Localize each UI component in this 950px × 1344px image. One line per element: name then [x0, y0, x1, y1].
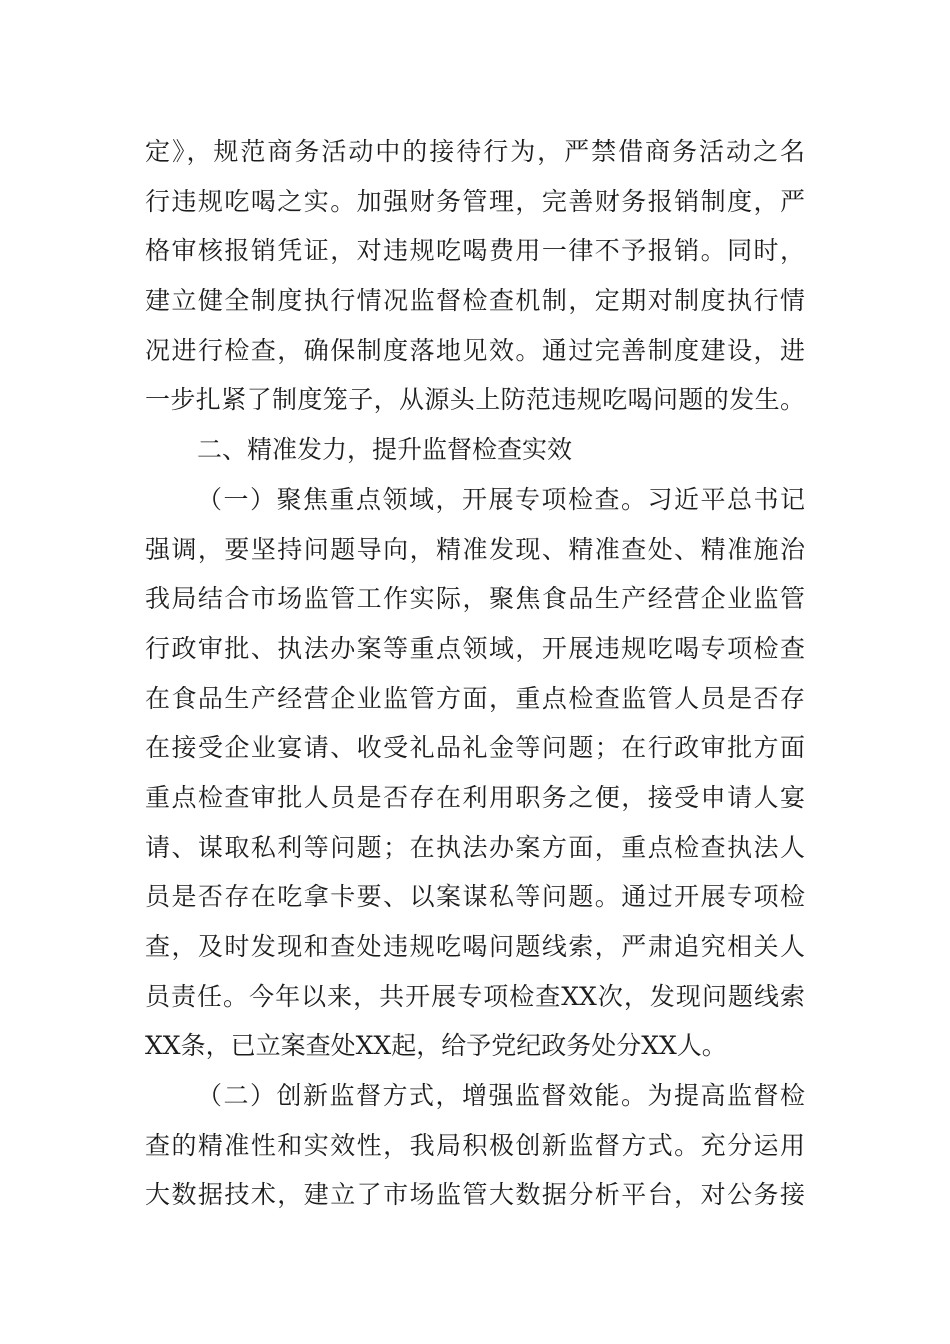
text-line: 在接受企业宴请、收受礼品礼金等问题；在行政审批方面	[145, 733, 805, 763]
text-line: 大数据技术，建立了市场监管大数据分析平台，对公务接	[145, 1180, 805, 1210]
text-line: 格审核报销凭证，对违规吃喝费用一律不予报销。同时，	[145, 236, 805, 266]
text-line: 查的精准性和实效性，我局积极创新监督方式。充分运用	[145, 1130, 805, 1160]
text-line: XX条，已立案查处XX起，给予党纪政务处分XX人。	[145, 1031, 727, 1061]
body-text	[145, 127, 805, 1220]
text-line: 建立健全制度执行情况监督检查机制，定期对制度执行情	[145, 286, 805, 316]
text-line: 员责任。今年以来，共开展专项检查XX次，发现问题线索	[145, 981, 805, 1011]
subsection-heading-line: （一）聚焦重点领域，开展专项检查。习近平总书记	[197, 484, 805, 514]
text-line: 重点检查审批人员是否存在利用职务之便，接受申请人宴	[145, 782, 805, 812]
text-line: 一步扎紧了制度笼子，从源头上防范违规吃喝问题的发生。	[145, 385, 805, 415]
text-line: 我局结合市场监管工作实际，聚焦食品生产经营企业监管	[145, 584, 805, 614]
text-line: 请、谋取私利等问题；在执法办案方面，重点检查执法人	[145, 832, 805, 862]
text-line: 在食品生产经营企业监管方面，重点检查监管人员是否存	[145, 683, 805, 713]
subsection-heading-line: （二）创新监督方式，增强监督效能。为提高监督检	[197, 1081, 805, 1111]
text-line: 行违规吃喝之实。加强财务管理，完善财务报销制度，严	[145, 186, 805, 216]
text-line: 定》，规范商务活动中的接待行为，严禁借商务活动之名	[145, 137, 805, 166]
text-line: 强调，要坚持问题导向，精准发现、精准查处、精准施治	[145, 534, 805, 564]
text-line: 查，及时发现和查处违规吃喝问题线索，严肃追究相关人	[145, 932, 805, 961]
section-heading: 二、精准发力，提升监督检查实效	[197, 435, 573, 465]
text-line: 员是否存在吃拿卡要、以案谋私等问题。通过开展专项检	[145, 882, 805, 912]
text-line: 况进行检查，确保制度落地见效。通过完善制度建设，进	[145, 335, 805, 365]
text-line: 行政审批、执法办案等重点领域，开展违规吃喝专项检查	[145, 633, 805, 663]
